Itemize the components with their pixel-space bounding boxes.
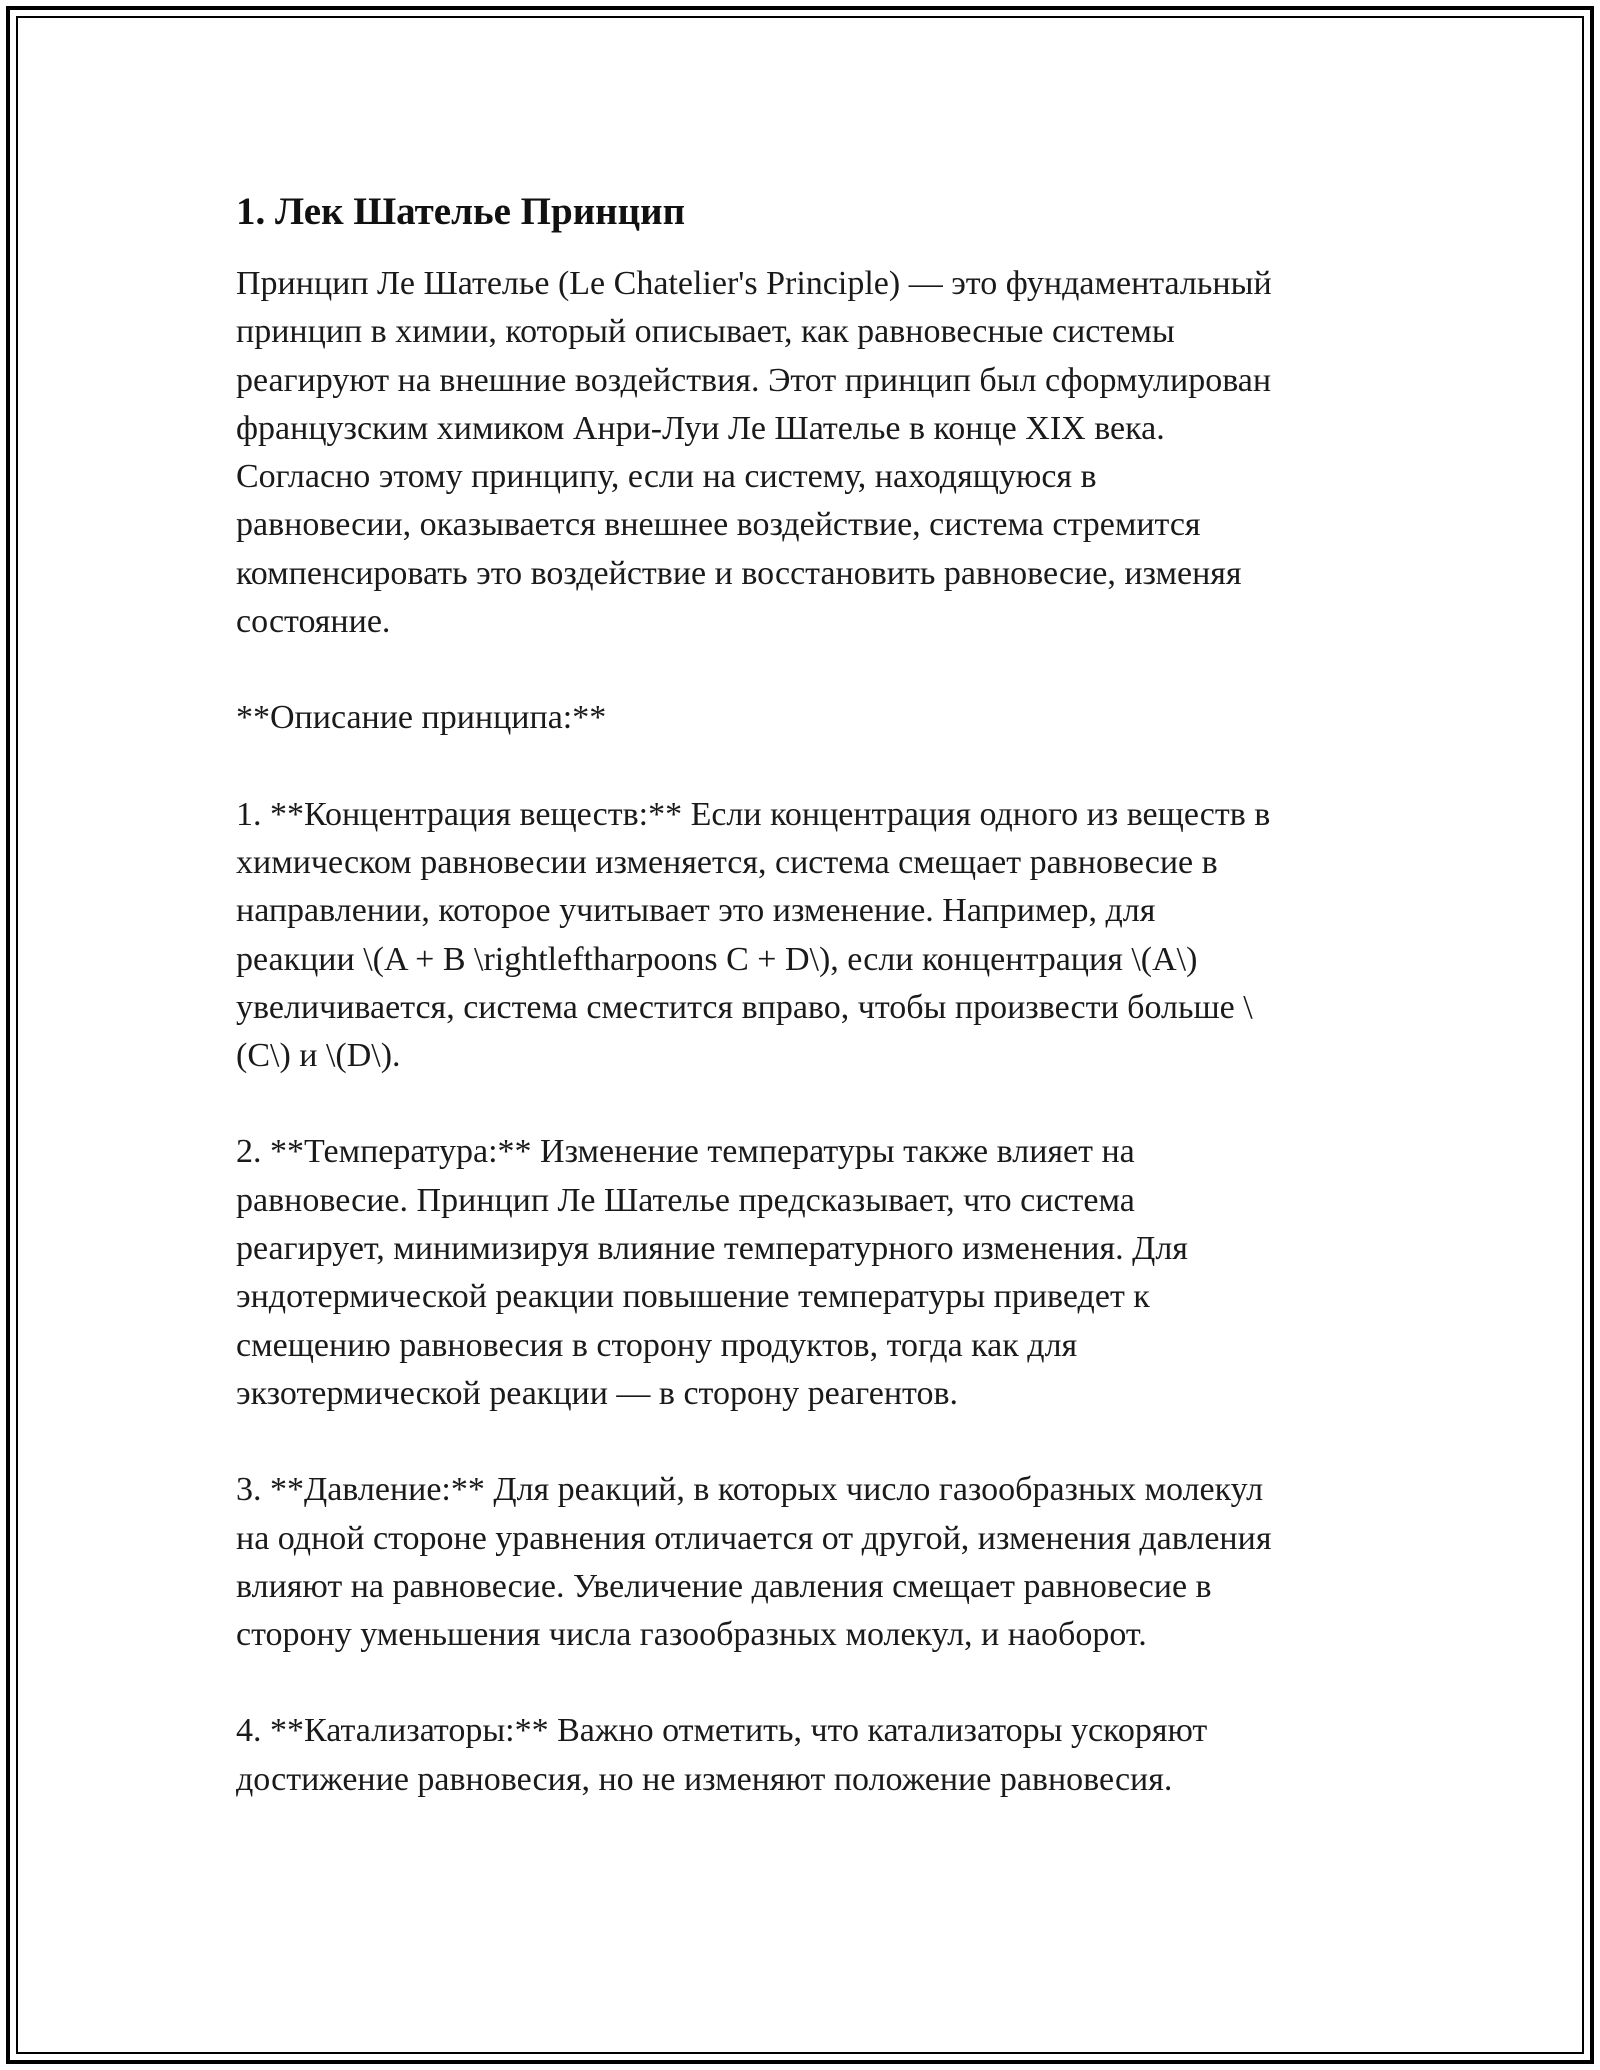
list-item-pressure: 3. **Давление:** Для реакций, в которых число газообразных молекул на одной стороне уравнения отличается от другой, изменения давления влияют на равновесие. Увеличение давления смещает равновесие в сторону уменьшения числа газообразных молекул, и наоборот.: [236, 1471, 1272, 1654]
list-item-concentration: 1. **Концентрация веществ:** Если концентрация одного из веществ в химическом равновесии изменяется, система смещает равновесие в направлении, которое учитывает это изменение. Например, для реакции \(A + B \rightleftharpoons C + D\), если концентрация \(A\) увеличивается, система сместится вправо, чтобы произвести больше \ (C\) и \(D\).: [236, 795, 1271, 1075]
intro-paragraph: Принцип Ле Шателье (Le Chatelier's Principle) — это фундаментальный принцип в химии, который описывает, как равновесные системы реагируют на внешние воздействия. Этот принцип был сформулирован французским химиком Анри-Луи Ле Шателье в конце XIX века. Согласно этому принципу, если на систему, находящуюся в равновесии, оказывается внешнее воздействие, система стремится компенсировать это воздействие и восстановить равновесие, изменяя состояние.: [236, 265, 1272, 641]
document-body: [236, 188, 1366, 1852]
document-title: 1. Лек Шателье Принцип: [236, 190, 686, 233]
section-heading: **Описание принципа:**: [236, 699, 607, 737]
list-item-temperature: 2. **Температура:** Изменение температуры также влияет на равновесие. Принцип Ле Шателье предсказывает, что система реагирует, минимизируя влияние температурного изменения. Для эндотермической реакции повышение температуры приведет к смещению равновесия в сторону продуктов, тогда как для экзотермической реакции — в сторону реагентов.: [236, 1133, 1188, 1412]
list-item-catalysts: 4. **Катализаторы:** Важно отметить, что катализаторы ускоряют достижение равновесия, но не изменяют положение равновесия.: [236, 1712, 1208, 1798]
